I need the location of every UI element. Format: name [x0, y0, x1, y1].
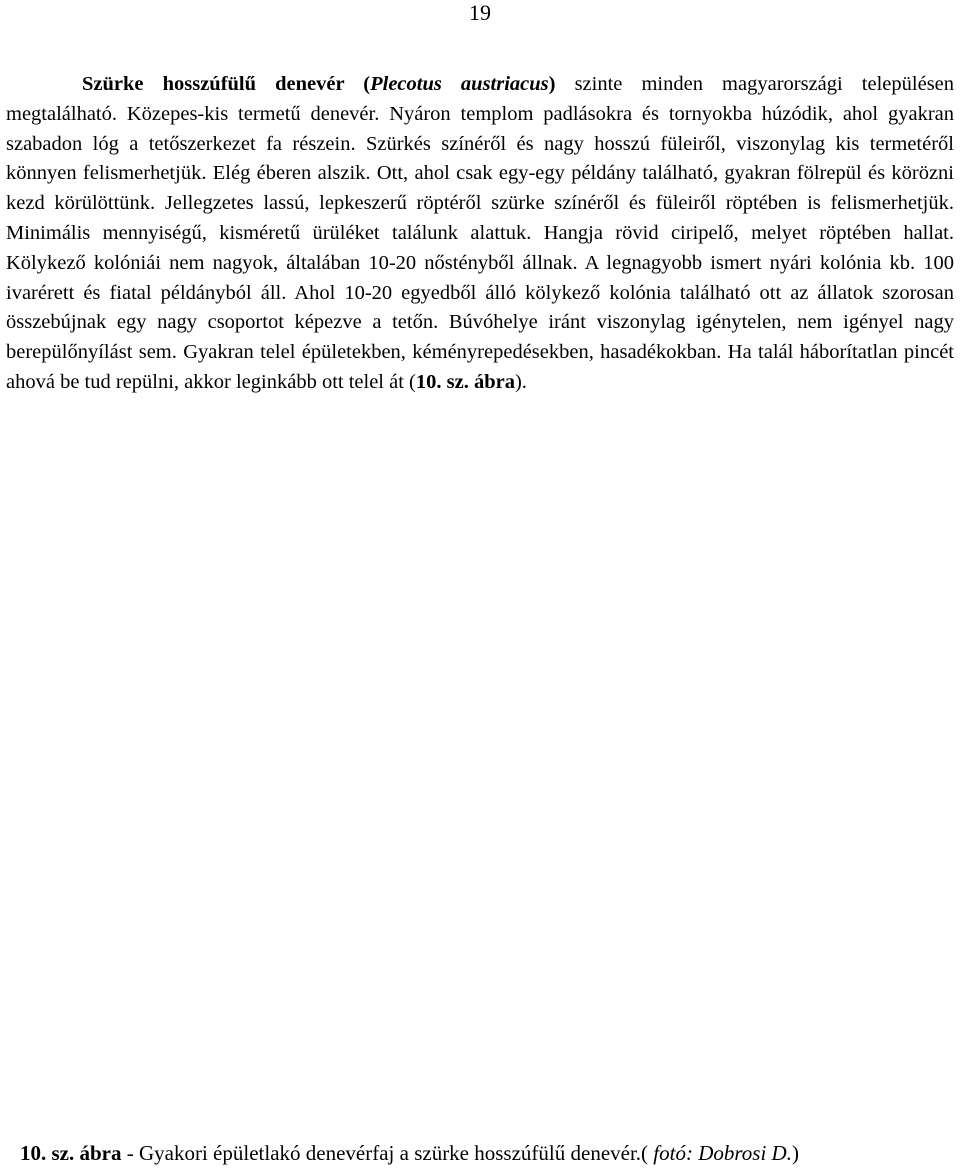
figure-reference: 10. sz. ábra [415, 370, 515, 393]
paragraph-ending: ). [514, 370, 527, 393]
paragraph-text: szinte minden magyarországi településen megtalálható. Közepes-kis termetű denevér. Nyáron templom padlásokra és tornyokba húzódik, ahol gyakran szabadon lóg a tetőszerkezet fa részein. Szürkés színéről és nagy hosszú füleiről, viszonylag kis termetéről könnyen felismerhetjük. Elég éberen alszik. Ott, ahol csak egy-egy példány található, gyakran fölrepül és körözni kezd körülöttünk. Jellegzetes lassú, lepkeszerű röptéről szürke színéről és füleiről röptében is felismerhetjük. Minimális mennyiségű, kisméretű ürüléket találunk alattuk. Hangja rövid ciripelő, melyet röptében hallat. Kölykező kolóniái nem nagyok, általában 10-20 nőstényből állnak. A legnagyobb ismert nyári kolónia kb. 100 ivarérett és fiatal példányból áll. Ahol 10-20 egyedből álló kölykező kolónia található ott az állatok szorosan összebújnak egy nagy csoportot képezve a tetőn. Búvóhelye iránt viszonylag igénytelen, nem igényel nagy berepülőnyílást sem. Gyakran telel épületekben, kéményrepedésekben, hasadékokban. Ha talál háborítatlan pincét ahová be tud repülni, akkor leginkább ott telel át ( [6, 73, 955, 393]
caption-text: - Gyakori épületlakó denevérfaj a szürke hosszúfülű denevér.( [121, 1141, 649, 1165]
figure-caption [20, 1140, 956, 1166]
page-number: 19 [469, 0, 491, 25]
body-paragraph [6, 70, 954, 398]
caption-close: ) [791, 1141, 799, 1165]
caption-label: 10. sz. ábra [20, 1141, 122, 1165]
species-name-hungarian: Szürke hosszúfülű denevér [82, 73, 345, 95]
paren-open: ( [344, 73, 371, 95]
species-name-latin: Plecotus austriacus [370, 73, 549, 95]
photo-credit: fotó: Dobrosi D. [648, 1141, 792, 1165]
paren-close: ) [548, 73, 556, 95]
